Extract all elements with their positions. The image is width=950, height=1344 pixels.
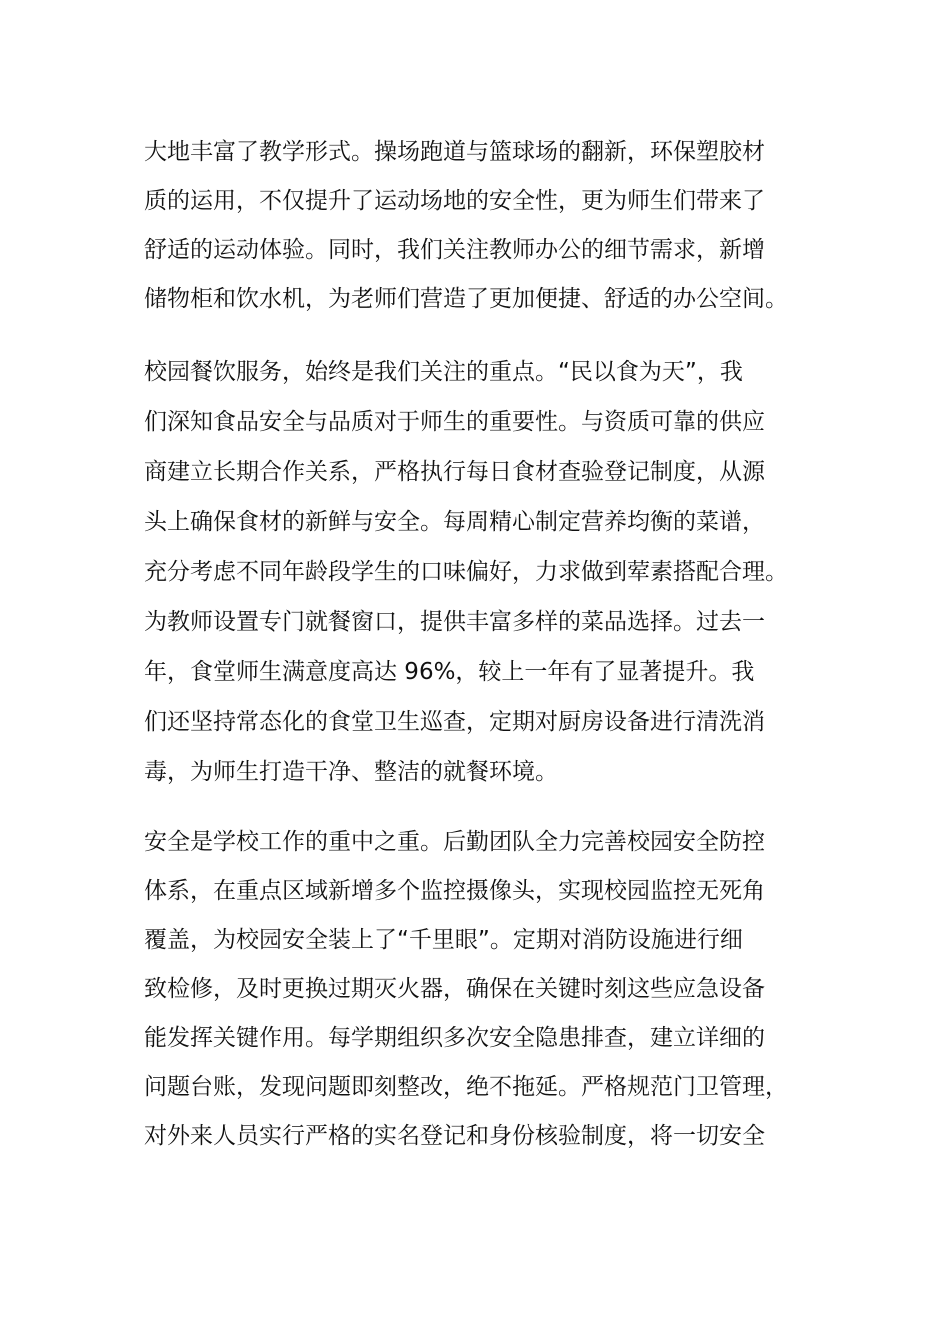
- paragraph-catering: [144, 356, 814, 786]
- text-line: 致检修，及时更换过期灭火器，确保在关键时刻这些应急设备: [144, 976, 765, 1002]
- text-line: 问题台账，发现问题即刻整改，绝不拖延。严格规范门卫管理，: [144, 1074, 788, 1100]
- paragraph-facilities: [144, 136, 814, 316]
- text-line: 为教师设置专门就餐窗口，提供丰富多样的菜品选择。过去一: [144, 609, 765, 635]
- paragraph-safety: [144, 826, 814, 1156]
- text-line: 体系，在重点区域新增多个监控摄像头，实现校园监控无死角: [144, 878, 765, 904]
- text-line: 对外来人员实行严格的实名登记和身份核验制度，将一切安全: [144, 1123, 765, 1149]
- text-line: 充分考虑不同年龄段学生的口味偏好，力求做到荤素搭配合理。: [144, 559, 788, 585]
- text-line: 商建立长期合作关系，严格执行每日食材查验登记制度，从源: [144, 459, 765, 485]
- text-line: 覆盖，为校园安全装上了“千里眼”。定期对消防设施进行细: [144, 927, 743, 953]
- text-line: 毒，为师生打造干净、整洁的就餐环境。: [144, 759, 558, 785]
- text-line: 舒适的运动体验。同时，我们关注教师办公的细节需求，新增: [144, 237, 765, 263]
- text-line: 校园餐饮服务，始终是我们关注的重点。“民以食为天”，我: [144, 359, 743, 385]
- text-line: 储物柜和饮水机，为老师们营造了更加便捷、舒适的办公空间。: [144, 286, 788, 312]
- text-line: 大地丰富了教学形式。操场跑道与篮球场的翻新，环保塑胶材: [144, 139, 765, 165]
- text-line: 们还坚持常态化的食堂卫生巡查，定期对厨房设备进行清洗消: [144, 709, 765, 735]
- text-line: 年，食堂师生满意度高达 96%，较上一年有了显著提升。我: [144, 659, 755, 685]
- text-line: 们深知食品安全与品质对于师生的重要性。与资质可靠的供应: [144, 409, 765, 435]
- text-line: 安全是学校工作的重中之重。后勤团队全力完善校园安全防控: [144, 829, 765, 855]
- text-line: 质的运用，不仅提升了运动场地的安全性，更为师生们带来了: [144, 188, 765, 214]
- text-line: 能发挥关键作用。每学期组织多次安全隐患排查，建立详细的: [144, 1025, 765, 1051]
- text-line: 头上确保食材的新鲜与安全。每周精心制定营养均衡的菜谱，: [144, 509, 765, 535]
